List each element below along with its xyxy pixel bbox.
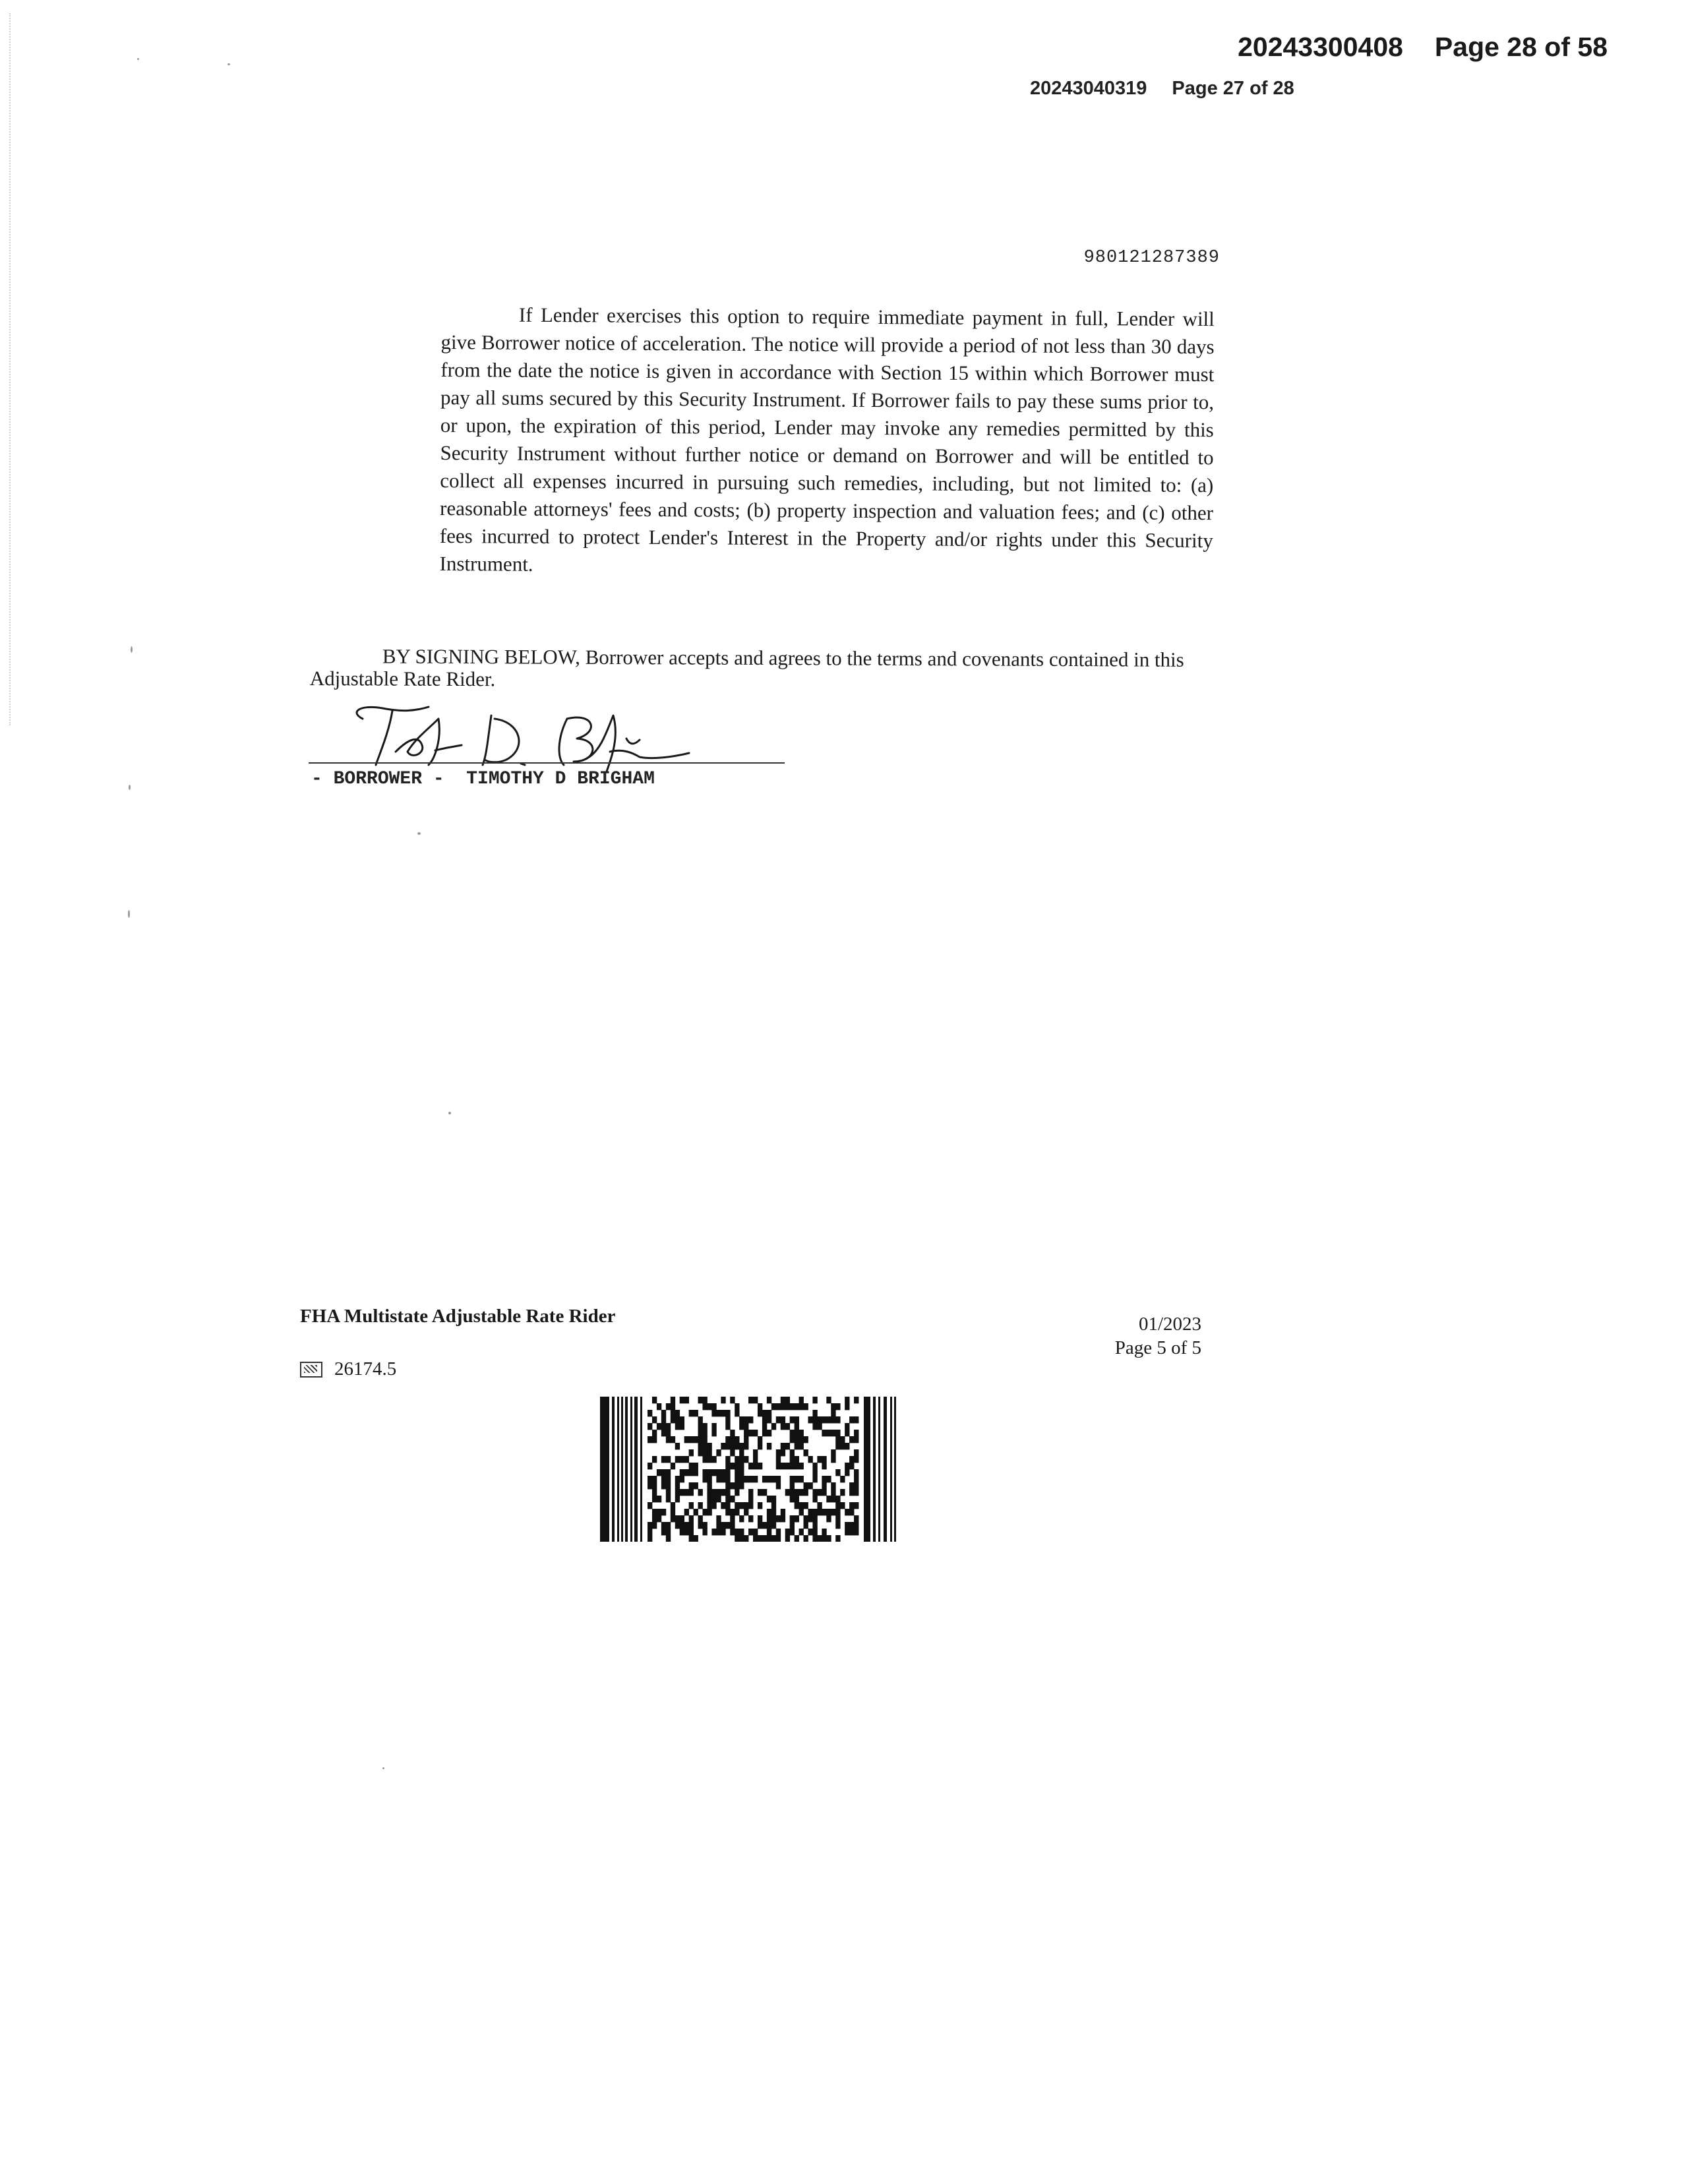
ellie-mae-logo-icon [300,1362,322,1378]
form-code-number: 26174.5 [334,1358,397,1380]
form-date: 01/2023 [1138,1314,1201,1335]
form-date-block [1088,1312,1201,1360]
acceleration-paragraph: If Lender exercises this option to require immediate payment in full, Lender will give Borrower notice of acceleration. The notice will provide a period of not less than 30 days from the date the notice is given in accordance with Section 15 within which Borrower must pay all sums secured by this Security Instrument. If Borrower fails to pay these sums prior to, or upon, the expiration of this period, Lender may invoke any remedies permitted by this Security Instrument without further notice or demand on Borrower and will be entitled to collect all expenses incurred in pursuing such remedies, including, but not limited to: (a) reasonable attorneys' fees and costs; (b) property inspection and valuation fees; and (c) other fees incurred to protect Lender's Interest in the Property and/or rights under this Security Instrument. [439,303,1215,576]
scan-speck [227,63,230,65]
scan-speck [448,1112,451,1114]
scan-speck [131,646,133,653]
pdf417-barcode [600,1397,897,1542]
scan-edge-artifact [9,13,12,725]
loan-number: 980121287389 [1083,248,1220,268]
signing-statement: BY SIGNING BELOW, Borrower accepts and agrees to the terms and covenants contained in this Adjustable Rate Rider. [309,644,1184,691]
prior-recording-stamp [1030,78,1294,100]
scan-speck [128,910,130,918]
form-page: Page 5 of 5 [1114,1337,1201,1358]
scan-speck [137,58,139,60]
recording-document-number: 20243300408 [1238,32,1403,62]
scan-speck [417,832,421,835]
scan-speck [382,1767,384,1769]
signature-line [309,762,785,764]
recording-stamp [1238,32,1608,63]
borrower-signature [330,699,725,772]
prior-page-label: Page 27 of 28 [1172,78,1294,99]
recording-page-label: Page 28 of 58 [1434,32,1608,62]
form-code [300,1358,396,1380]
form-title: FHA Multistate Adjustable Rate Rider [300,1306,616,1327]
borrower-name-caption: - BORROWER - TIMOTHY D BRIGHAM [311,769,655,789]
scan-speck [129,785,131,790]
prior-document-number: 20243040319 [1030,78,1147,99]
